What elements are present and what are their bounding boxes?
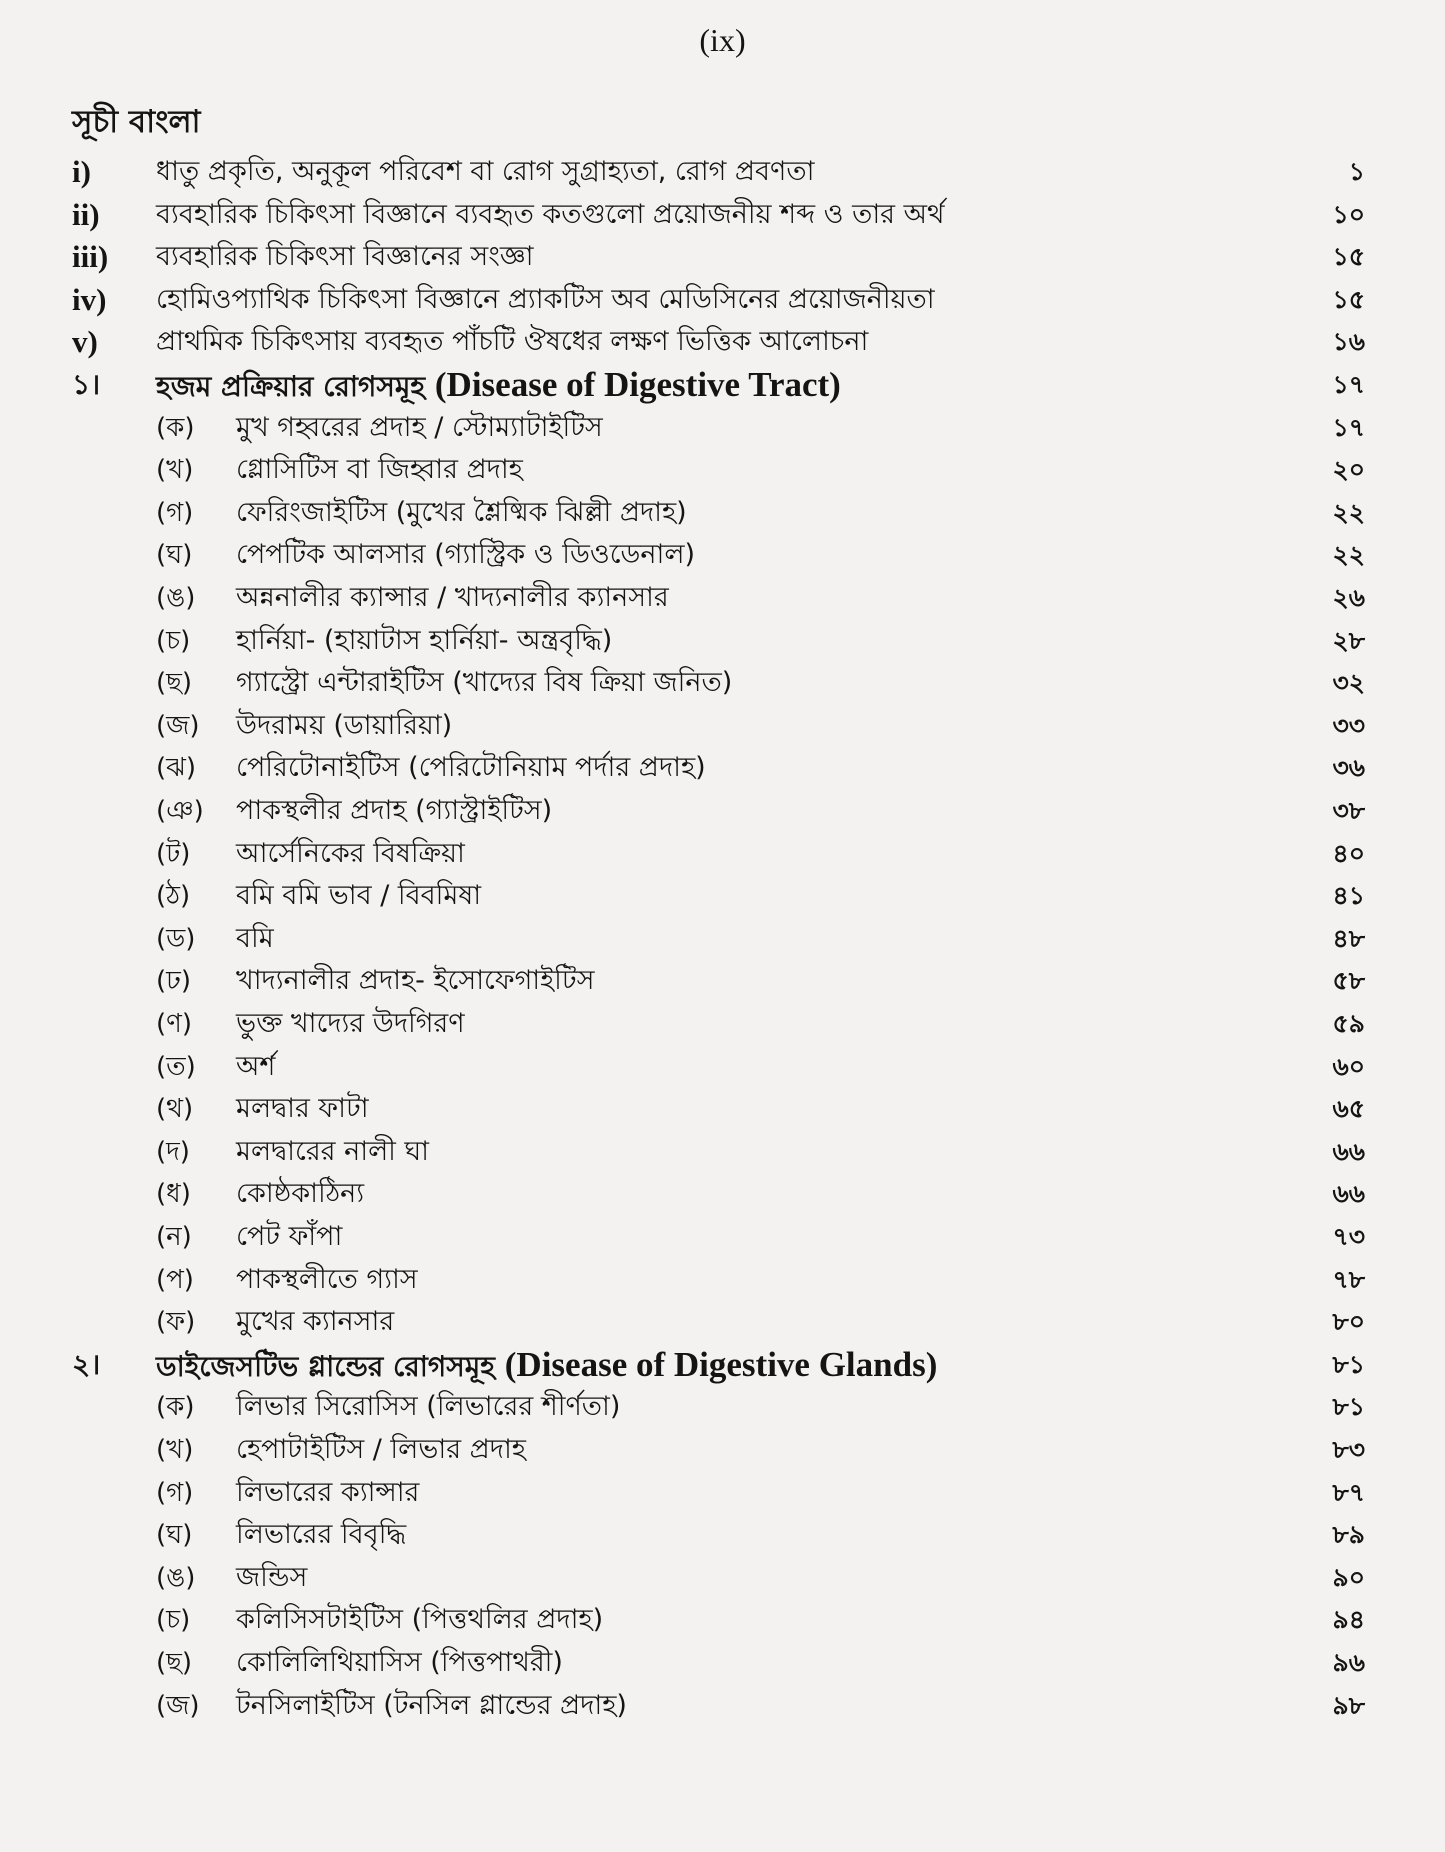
toc-subentry [0, 748, 1445, 788]
entry-title: খাদ্যনালীর প্রদাহ- ইসোফেগাইটিস [236, 965, 595, 996]
entry-page-number: ৮০ [1332, 1307, 1365, 1336]
entry-number: (ঢ) [156, 966, 191, 996]
entry-number: (দ) [156, 1137, 190, 1167]
entry-page-number: ৪১ [1332, 881, 1365, 910]
toc-subentry [0, 1643, 1445, 1683]
entry-page-number: ৮৩ [1332, 1435, 1365, 1464]
entry-number: (ঙ) [156, 1563, 196, 1593]
entry-title: আর্সেনিকের বিষক্রিয়া [236, 838, 465, 869]
entry-page-number: ৮৭ [1332, 1478, 1365, 1507]
toc-subentry [0, 621, 1445, 661]
toc-subentry [0, 1558, 1445, 1598]
entry-page-number: ৯৮ [1332, 1691, 1365, 1720]
entry-number: (গ) [156, 1478, 194, 1508]
entry-number: (চ) [156, 1605, 191, 1635]
toc-entry [0, 195, 1445, 235]
entry-title: ফেরিংজাইটিস (মুখের শ্লৈষ্মিক ঝিল্লী প্রদাহ) [236, 497, 687, 528]
entry-title: ব্যবহারিক চিকিৎসা বিজ্ঞানের সংজ্ঞা [156, 241, 534, 272]
entry-title: অর্শ [236, 1051, 276, 1082]
entry-number: (জ) [156, 711, 200, 741]
toc-subentry [0, 1260, 1445, 1300]
entry-title: ভুক্ত খাদ্যের উদগিরণ [236, 1008, 465, 1039]
entry-title: কোষ্ঠকাঠিন্য [236, 1178, 365, 1209]
entry-number: (ধ) [156, 1179, 191, 1209]
entry-page-number: ৯৬ [1332, 1648, 1365, 1677]
entry-number: (ত) [156, 1052, 196, 1082]
entry-title: হোমিওপ্যাথিক চিকিৎসা বিজ্ঞানে প্র্যাকটিস অব মেডিসিনের প্রয়োজনীয়তা [156, 284, 935, 315]
toc-subentry [0, 1302, 1445, 1342]
entry-number: (ন) [156, 1222, 192, 1252]
entry-title: বমি বমি ভাব / বিবমিষা [236, 880, 482, 911]
entry-number: (ঘ) [156, 1520, 193, 1550]
entry-title: গ্যাস্ট্রো এন্টারাইটিস (খাদ্যের বিষ ক্রিয়া জনিত) [236, 667, 733, 698]
entry-page-number: ৫৮ [1332, 966, 1365, 995]
entry-page-number: ১০ [1332, 200, 1365, 229]
toc-subentry [0, 408, 1445, 448]
entry-number: (ক) [156, 413, 195, 443]
entry-title: উদরাময় (ডায়ারিয়া) [236, 710, 453, 741]
entry-page-number: ১৬ [1332, 327, 1365, 356]
entry-page-number: ৩৮ [1332, 796, 1365, 825]
toc-subentry [0, 1515, 1445, 1555]
toc-subentry [0, 1004, 1445, 1044]
toc-subentry [0, 834, 1445, 874]
entry-title: লিভারের বিবৃদ্ধি [236, 1519, 407, 1550]
entry-title: হেপাটাইটিস / লিভার প্রদাহ [236, 1434, 526, 1465]
entry-number: (ণ) [156, 1009, 193, 1039]
entry-number: (ঝ) [156, 753, 196, 783]
entry-page-number: ৩৩ [1332, 711, 1365, 740]
entry-number: ii) [72, 197, 100, 232]
page-number: (ix) [699, 22, 746, 58]
entry-number: (ছ) [156, 668, 193, 698]
entry-number: ২। [72, 1348, 101, 1381]
toc-subentry [0, 706, 1445, 746]
entry-title: জন্ডিস [236, 1562, 308, 1593]
entry-number: (প) [156, 1265, 194, 1295]
entry-number: (ক) [156, 1392, 195, 1422]
toc-subentry [0, 1473, 1445, 1513]
entry-title: লিভারের ক্যান্সার [236, 1477, 420, 1508]
entry-page-number: ৮১ [1332, 1350, 1365, 1379]
entry-title: হার্নিয়া- (হায়াটাস হার্নিয়া- অন্ত্রবৃদ্ধি) [236, 625, 613, 656]
entry-title: হজম প্রক্রিয়ার রোগসমূহ (Disease of Digestive Tract) [156, 365, 841, 404]
entry-page-number: ৯০ [1332, 1563, 1365, 1592]
entry-page-number: ৬০ [1332, 1052, 1365, 1081]
entry-page-number: ৬৬ [1332, 1179, 1365, 1208]
entry-page-number: ৬৬ [1332, 1137, 1365, 1166]
toc-section [0, 1345, 1445, 1385]
entry-number: (ড) [156, 924, 196, 954]
entry-title: পাকস্থলীতে গ্যাস [236, 1264, 418, 1295]
entry-page-number: ২২ [1332, 498, 1365, 527]
entry-number: (ফ) [156, 1307, 196, 1337]
toc-subentry [0, 578, 1445, 618]
entry-page-number: ৪৮ [1332, 924, 1365, 953]
entry-title: পেরিটোনাইটিস (পেরিটোনিয়াম পর্দার প্রদাহ) [236, 752, 706, 783]
entry-title: প্রাথমিক চিকিৎসায় ব্যবহৃত পাঁচটি ঔষধের লক্ষণ ভিত্তিক আলোচনা [156, 326, 869, 357]
toc-entry [0, 152, 1445, 192]
toc-entry [0, 237, 1445, 277]
entry-page-number: ৯৪ [1332, 1605, 1365, 1634]
toc-subentry [0, 1174, 1445, 1214]
entry-title: টনসিলাইটিস (টনসিল গ্লান্ডের প্রদাহ) [236, 1690, 627, 1721]
toc-entry [0, 280, 1445, 320]
entry-title: মলদ্বার ফাটা [236, 1093, 369, 1124]
entry-number: (খ) [156, 455, 194, 485]
entry-number: ১। [72, 368, 101, 401]
entry-title-english: (Disease of Digestive Glands) [504, 1345, 938, 1384]
entry-number: (ছ) [156, 1648, 193, 1678]
entry-number: (থ) [156, 1094, 194, 1124]
entry-number: (ঠ) [156, 881, 191, 911]
entry-title: অন্ননালীর ক্যান্সার / খাদ্যনালীর ক্যানসার [236, 582, 669, 613]
entry-number: (ঙ) [156, 583, 196, 613]
entry-title: পেট ফাঁপা [236, 1221, 343, 1252]
toc-subentry [0, 663, 1445, 703]
entry-number: v) [72, 324, 98, 359]
entry-page-number: ১৫ [1332, 285, 1365, 314]
entry-title: পাকস্থলীর প্রদাহ (গ্যাস্ট্রাইটিস) [236, 795, 553, 826]
entry-title: মলদ্বারের নালী ঘা [236, 1136, 429, 1167]
entry-number: (চ) [156, 626, 191, 656]
entry-title: পেপটিক আলসার (গ্যাস্ট্রিক ও ডিওডেনাল) [236, 539, 696, 570]
toc-subentry [0, 1217, 1445, 1257]
entry-page-number: ১৭ [1332, 370, 1365, 399]
entry-page-number: ২২ [1332, 540, 1365, 569]
toc-subentry [0, 1047, 1445, 1087]
entry-page-number: ৮১ [1332, 1392, 1365, 1421]
toc-subentry [0, 876, 1445, 916]
toc-subentry [0, 493, 1445, 533]
entry-number: (ঞ) [156, 796, 204, 826]
entry-page-number: ৮৯ [1332, 1520, 1365, 1549]
entry-page-number: ১৫ [1332, 242, 1365, 271]
entry-title: ধাতু প্রকৃতি, অনুকূল পরিবেশ বা রোগ সুগ্রাহ্যতা, রোগ প্রবণতা [156, 156, 815, 187]
toc-subentry [0, 791, 1445, 831]
toc-subentry [0, 919, 1445, 959]
entry-number: i) [72, 154, 91, 189]
toc-subentry [0, 535, 1445, 575]
toc-subentry [0, 1089, 1445, 1129]
entry-title: বমি [236, 923, 274, 954]
toc-subentry [0, 1686, 1445, 1726]
entry-page-number: ৫৯ [1332, 1009, 1365, 1038]
entry-page-number: ৭৮ [1332, 1265, 1365, 1294]
entry-title: কোলিলিথিয়াসিস (পিত্তপাথরী) [236, 1647, 563, 1678]
entry-page-number: ৭৩ [1332, 1222, 1365, 1251]
entry-number: (খ) [156, 1435, 194, 1465]
entry-number: iv) [72, 282, 107, 317]
entry-title: মুখ গহ্বরের প্রদাহ / স্টোম্যাটাইটিস [236, 412, 603, 443]
entry-number: (গ) [156, 498, 194, 528]
toc-subentry [0, 1600, 1445, 1640]
entry-number: (ট) [156, 839, 191, 869]
entry-title: ডাইজেসটিভ গ্লান্ডের রোগসমূহ (Disease of Digestive Glands) [156, 1345, 938, 1384]
entry-title: ব্যবহারিক চিকিৎসা বিজ্ঞানে ব্যবহৃত কতগুলো প্রয়োজনীয় শব্দ ও তার অর্থ [156, 199, 945, 230]
entry-title: কলিসিসটাইটিস (পিত্তথলির প্রদাহ) [236, 1604, 604, 1635]
entry-page-number: ৩৬ [1332, 753, 1365, 782]
toc-section [0, 365, 1445, 405]
entry-page-number: ২৬ [1332, 583, 1365, 612]
entry-number: (জ) [156, 1691, 200, 1721]
toc-subentry [0, 1387, 1445, 1427]
entry-page-number: ২৮ [1332, 626, 1365, 655]
toc-subentry [0, 961, 1445, 1001]
entry-title: মুখের ক্যানসার [236, 1306, 395, 1337]
entry-number: iii) [72, 239, 109, 274]
entry-page-number: ৩২ [1332, 668, 1365, 697]
entry-title: লিভার সিরোসিস (লিভারের শীর্ণতা) [236, 1391, 621, 1422]
entry-page-number: ১ [1348, 157, 1365, 186]
entry-page-number: ১৭ [1332, 413, 1365, 442]
entry-title-english: (Disease of Digestive Tract) [434, 365, 841, 404]
entry-title: গ্লোসিটিস বা জিহ্বার প্রদাহ [236, 454, 523, 485]
entry-page-number: ৪০ [1332, 839, 1365, 868]
toc-subentry [0, 450, 1445, 490]
entry-page-number: ২০ [1332, 455, 1365, 484]
entry-page-number: ৬৫ [1332, 1094, 1365, 1123]
toc-title: সূচী বাংলা [72, 104, 201, 140]
toc-entry [0, 322, 1445, 362]
toc-subentry [0, 1430, 1445, 1470]
entry-number: (ঘ) [156, 540, 193, 570]
toc-subentry [0, 1132, 1445, 1172]
